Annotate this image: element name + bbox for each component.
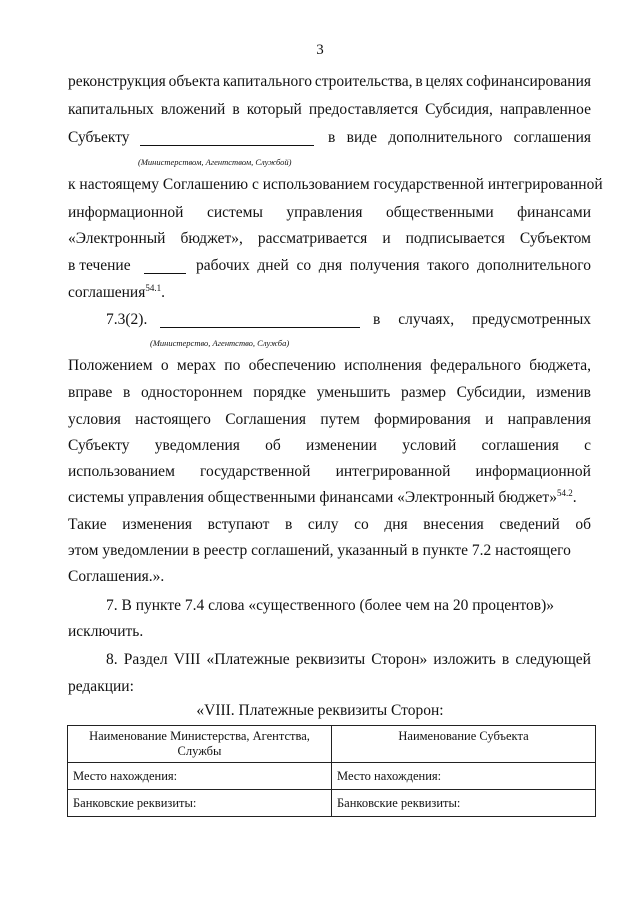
- word: информационной: [68, 204, 184, 221]
- word: «Платежные: [206, 651, 290, 668]
- word: и: [485, 411, 494, 428]
- table-cell: Банковские реквизиты:: [332, 790, 596, 817]
- text-fragment: Субъекту: [68, 129, 130, 146]
- word: объекта: [168, 73, 220, 90]
- word: вправе: [68, 384, 113, 401]
- word: по: [224, 357, 241, 374]
- word: Положением: [68, 357, 153, 374]
- word: со: [296, 257, 312, 274]
- word: со: [354, 516, 369, 533]
- text-line: исключить.: [68, 623, 144, 640]
- word: Сторон»: [371, 651, 428, 668]
- word: направленное: [499, 101, 591, 118]
- text-fragment: [328, 128, 591, 148]
- text-fragment: соглашения: [68, 284, 146, 301]
- word: общественными: [385, 204, 494, 221]
- word: бюджета,: [529, 357, 591, 374]
- text-line: [68, 229, 591, 249]
- word: в: [232, 101, 240, 118]
- word: об: [265, 437, 281, 454]
- text-line: к настоящему Соглашению с использованием государственной интегрированной: [68, 176, 603, 193]
- text-line: [68, 356, 591, 376]
- word: о: [160, 357, 169, 374]
- word: с: [584, 437, 591, 454]
- word: сведений: [499, 516, 560, 533]
- word: использованием: [68, 463, 175, 480]
- text-line: редакции:: [68, 678, 134, 695]
- word: вступают: [207, 516, 270, 533]
- word: бюджет»,: [180, 230, 243, 247]
- field-caption: (Министерство, Агентство, Служба): [150, 338, 290, 348]
- table-row: [68, 726, 596, 763]
- word: Субъекту: [68, 437, 130, 454]
- text-line: [68, 72, 591, 92]
- blank-field-ministry: [160, 312, 360, 328]
- table-cell: Банковские реквизиты:: [68, 790, 332, 817]
- word: случаях,: [398, 311, 455, 328]
- word: государственной: [200, 463, 311, 480]
- word: направления: [507, 411, 591, 428]
- page-number: 3: [316, 42, 324, 58]
- word: изменении: [306, 437, 377, 454]
- table-header-cell: Наименование Министерства, Агентства, Службы: [68, 726, 332, 763]
- word: условий: [402, 437, 457, 454]
- word: в: [501, 651, 510, 668]
- text-line: Соглашения.».: [68, 568, 165, 585]
- word: финансами: [517, 204, 591, 221]
- word: исполнения: [344, 357, 422, 374]
- text-line: [68, 410, 591, 430]
- text-line: [68, 488, 591, 508]
- word: капитальных: [68, 101, 154, 118]
- word: в: [373, 311, 381, 328]
- word: дня: [384, 516, 408, 533]
- word: и: [382, 230, 391, 247]
- word: следующей: [515, 651, 591, 668]
- word: Субъектом: [519, 230, 591, 247]
- word: Соглашения: [225, 411, 307, 428]
- word: соглашения: [481, 437, 559, 454]
- word: уменьшить: [316, 384, 391, 401]
- text-line: [68, 203, 591, 223]
- word: в: [328, 129, 336, 146]
- text-fragment: системы управления общественными финансами «Электронный бюджет»: [68, 489, 557, 506]
- blank-field-ministry: [140, 130, 314, 146]
- field-caption: (Министерством, Агентством, Службой): [138, 157, 292, 167]
- word: предусмотренных: [472, 311, 591, 328]
- word: вложений: [160, 101, 226, 118]
- text-line: [68, 283, 591, 303]
- word: виде: [346, 129, 378, 146]
- word: Раздел: [123, 651, 168, 668]
- word: строительства,: [314, 73, 413, 90]
- word: управления: [286, 204, 363, 221]
- word: одностороннем: [140, 384, 243, 401]
- text-line: 7. В пункте 7.4 слова «существенного (более чем на 20 процентов)»: [106, 597, 555, 614]
- word: условия: [68, 411, 121, 428]
- word: силу: [307, 516, 339, 533]
- word: рабочих: [196, 257, 250, 274]
- word: дня: [318, 257, 343, 274]
- word: капитального: [222, 73, 312, 90]
- requisites-table: [67, 725, 596, 817]
- word: Субсидии,: [456, 384, 526, 401]
- word: системы: [206, 204, 263, 221]
- word: получения: [349, 257, 420, 274]
- text-fragment: [196, 256, 591, 276]
- word: федерального: [430, 357, 521, 374]
- word: Субсидия,: [425, 101, 493, 118]
- word: формирования: [374, 411, 471, 428]
- word: дополнительного: [388, 129, 503, 146]
- word: изменения: [122, 516, 193, 533]
- text-line: [68, 462, 591, 482]
- text-fragment: .: [161, 284, 165, 301]
- word: путем: [320, 411, 360, 428]
- text-line: [106, 650, 591, 670]
- footnote-marker: 54.2: [556, 487, 573, 498]
- table-cell: Место нахождения:: [68, 763, 332, 790]
- word: софинансирования: [466, 73, 591, 90]
- word: в: [123, 384, 131, 401]
- word: дополнительного: [476, 257, 591, 274]
- word: Такие: [68, 516, 107, 533]
- word: обеспечению: [248, 357, 336, 374]
- text-line: [68, 256, 591, 276]
- word: 8.: [106, 651, 118, 668]
- clause-label: 7.3(2).: [106, 311, 148, 328]
- word: который: [246, 101, 302, 118]
- word: информационной: [475, 463, 591, 480]
- word: изложить: [433, 651, 496, 668]
- table-row: [68, 790, 596, 817]
- word: внесения: [423, 516, 484, 533]
- text-line: [68, 383, 591, 403]
- section-title: «VIII. Платежные реквизиты Сторон:: [196, 702, 444, 719]
- text-line: [68, 128, 591, 148]
- word: VIII: [173, 651, 201, 668]
- word: в: [415, 73, 423, 90]
- word: дней: [257, 257, 289, 274]
- word: реквизиты: [295, 651, 366, 668]
- text-fragment: .: [572, 489, 577, 506]
- word: целях: [425, 73, 464, 90]
- text-fragment: [373, 310, 591, 330]
- word: рассматривается: [257, 230, 368, 247]
- text-line: [68, 100, 591, 120]
- word: интегрированной: [335, 463, 451, 480]
- word: размер: [401, 384, 446, 401]
- text-line: этом уведомлении в реестр соглашений, указанный в пункте 7.2 настоящего: [68, 542, 571, 559]
- table-row: [68, 763, 596, 790]
- word: в: [284, 516, 293, 533]
- table-cell: Место нахождения:: [332, 763, 596, 790]
- blank-field-days: [144, 258, 186, 274]
- word: изменив: [536, 384, 591, 401]
- word: «Электронный: [68, 230, 166, 247]
- word: об: [575, 516, 591, 533]
- word: предоставляется: [308, 101, 419, 118]
- word: настоящего: [135, 411, 211, 428]
- table-header-cell: Наименование Субъекта: [332, 726, 596, 763]
- text-line: [68, 515, 591, 535]
- word: мерах: [176, 357, 216, 374]
- word: уведомления: [154, 437, 240, 454]
- footnote-marker: 54.1: [145, 282, 162, 293]
- word: реконструкция: [68, 73, 166, 90]
- word: такого: [427, 257, 470, 274]
- text-fragment: в течение: [68, 257, 131, 274]
- word: порядке: [253, 384, 307, 401]
- word: соглашения: [513, 129, 591, 146]
- word: подписывается: [405, 230, 505, 247]
- text-line: [68, 436, 591, 456]
